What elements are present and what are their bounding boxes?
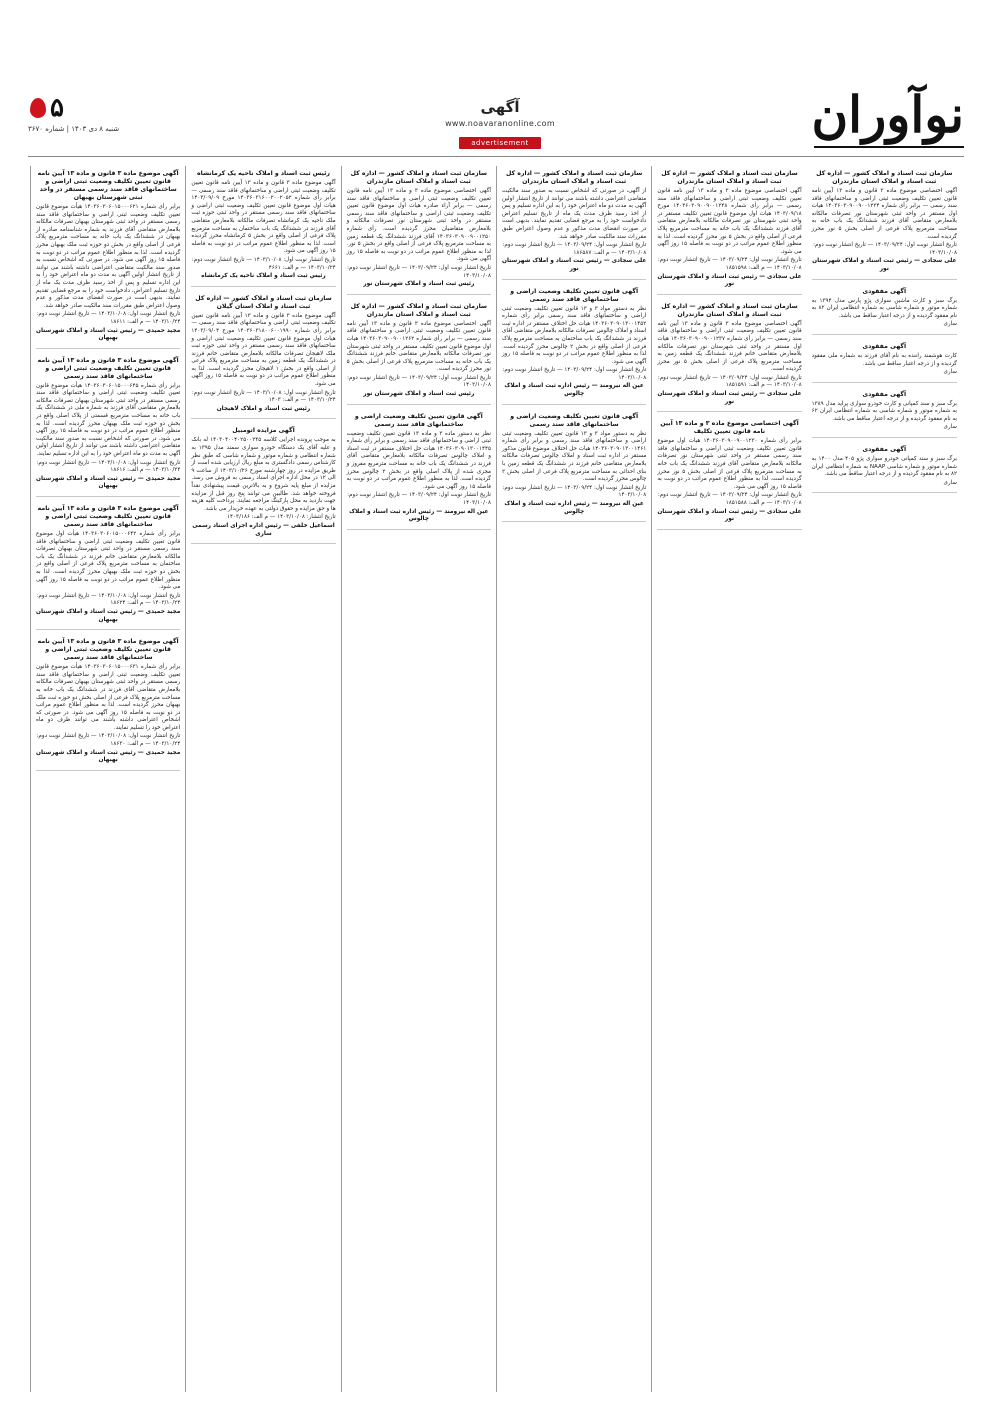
- ad-signature: رئیس ثبت اسناد و املاک ناحیه یک کرمانشاه: [201, 273, 326, 280]
- ad-publication-dates: تاریخ انتشار نوبت اول: ۱۴۰۳/۰۹/۲۴ — تاریخ انتشار نوبت دوم: ۱۴۰۳/۱۰/۰۸: [502, 367, 647, 381]
- ad-signature: علی سجادی — رئیس ثبت اسناد و املاک شهرستان نور: [657, 508, 802, 523]
- ad-publication-dates: تاریخ انتشار نوبت اول: ۱۴۰۳/۰۹/۲۴ — تاریخ انتشار نوبت دوم: ۱۴۰۳/۱۰/۰۸ — م الف: ۱۸۶۵۸۷: [502, 242, 647, 256]
- classified-ad: [347, 166, 491, 295]
- ad-signature: عین اله نیرومند — رئیس اداره ثبت اسناد و املاک چالوس: [504, 501, 644, 515]
- ad-title: سازمان ثبت اسناد و املاک کشور — اداره کل ثبت اسناد و املاک استان مازندران: [816, 170, 953, 185]
- ad-signature: علی سجادی — رئیس ثبت اسناد و املاک شهرستان نور: [657, 273, 802, 288]
- ad-column: [30, 166, 185, 1392]
- ad-signature: رئیس ثبت اسناد و املاک شهرستان نور: [363, 281, 475, 288]
- classified-ad: [36, 166, 180, 349]
- classified-ad: [36, 353, 180, 497]
- ad-body: آگهی موضوع ماده ۳ قانون و ماده ۱۳ آیین نامه قانون تعیین تکلیف وضعیت ثبتی اراضی و ساختمانهای فاقد سند رسمی — برابر رأی شماره ۱۴۰۳۶۰۳۱۸۰۰۶۰۰۱۹۹۰ مورخ ۱۴۰۳/۰۹/۰۴ هیات اول موضوع قانون تعیین تکلیف وضعیت ثبتی اراضی و ساختمانهای فاقد سند رسمی مستقر در واحد ثبتی حوزه ثبت ملک لاهیجان تصرفات مالکانه بلامعارض متقاضی خانم فرزند در ششدانگ یک قطعه زمین به مساحت مترمربع پلاک فرعی از اصلی واقع در بخش ۱ لاهیجان محرز گردیده است. لذا به منظور اطلاع عموم مراتب در دو نوبت به فاصله ۱۵ روز آگهی می شود.: [191, 312, 336, 388]
- classified-ad: [812, 339, 957, 383]
- ad-body: آگهی اختصاصی موضوع ماده ۳ قانون و ماده ۱۳ آیین نامه قانون تعیین تکلیف وضعیت ثبتی اراضی و ساختمانهای فاقد سند رسمی — برابر رأی شماره ۱۴۰۳۶۰۳۰۹۰۰۹۰۰۱۲۶۲ هیات اول موضوع قانون تعیین تکلیف مستقر در واحد ثبتی شهرستان نور تصرفات مالکانه بلامعارض متقاضی خانم فرزند ششدانگ یک باب خانه به مساحت مترمربع پلاک فرعی از اصلی بخش ۵ نور محرز گردیده است.: [346, 320, 491, 373]
- ad-body: آگهی موضوع ماده ۳ قانون و ماده ۱۳ آیین نامه قانون تعیین تکلیف وضعیت ثبتی اراضی و ساختمانهای فاقد سند رسمی — برابر رأی شماره ۱۴۰۳۶۰۳۱۶۰۰۲۰۰۲۰۵۲ مورخ ۱۴۰۳/۰۹/۰۹ هیات اول موضوع قانون تعیین تکلیف وضعیت ثبتی اراضی و ساختمانهای فاقد سند رسمی مستقر در واحد ثبتی حوزه ثبت ملک ناحیه یک کرمانشاه تصرفات مالکانه بلامعارض متقاضی آقای فرزند در ششدانگ یک باب ساختمان به مساحت مترمربع پلاک فرعی از اصلی واقع در بخش ۵ کرمانشاه محرز گردیده است. لذا به منظور اطلاع عموم مراتب در دو نوبت به فاصله ۱۵ روز آگهی می شود.: [191, 180, 336, 255]
- ad-body: برابر رأی شماره ۱۴۰۳۶۰۳۰۹۰۰۹۰۰۱۲۳۰ هیات اول موضوع قانون تعیین تکلیف وضعیت ثبتی اراضی و ساختمانهای فاقد سند رسمی مستقر در واحد ثبتی شهرستان نور تصرفات مالکانه بلامعارض متقاضی آقای فرزند ششدانگ یک باب خانه به مساحت مترمربع پلاک فرعی از اصلی بخش ۵ نور محرز گردیده است. لذا به منظور اطلاع عموم مراتب در دو نوبت به فاصله ۱۵ روز آگهی می شود.: [657, 438, 802, 490]
- ad-signature: عین اله نیرومند — رئیس اداره ثبت اسناد و املاک چالوس: [349, 508, 489, 523]
- ad-publication-dates: تاریخ انتشار نوبت اول: ۱۴۰۳/۱۰/۰۸ — تاریخ انتشار نوبت دوم: ۱۴۰۳/۱۰/۲۴ — م الف: ۱۸۶۱۶: [36, 459, 181, 474]
- ad-signature: رئیس ثبت اسناد و املاک لاهیجان: [216, 405, 311, 412]
- ad-publication-dates: ساری: [943, 321, 957, 328]
- ad-signature: رئیس ثبت اسناد و املاک شهرستان نور: [363, 391, 475, 398]
- page-number: ۵: [50, 93, 64, 123]
- ad-signature: اسماعیل خلفی — رئیس اداره اجرای اسناد رسمی ساری: [192, 522, 335, 537]
- ad-title: سازمان ثبت اسناد و املاک کشور — اداره کل ثبت اسناد و املاک استان مازندران: [661, 302, 798, 318]
- ad-column: [807, 166, 962, 1392]
- ad-title: آگهی قانون تعیین تکلیف وضعیت اراضی و ساختمانهای فاقد سند رسمی: [510, 412, 639, 428]
- ad-body: نظر به دستور ماده ۳ و ماده ۱۳ قانون تعیین تکلیف وضعیت ثبتی اراضی و ساختمانهای فاقد سند رسمی و برابر رأی شماره ۱۴۰۳۶۰۳۰۹۰۱۳۰۰۱۴۴۵ هیات حل اختلاف مستقر در ثبت اسناد و املاک چالوس تصرفات مالکانه بلامعارض متقاضی آقای فرزند در ششدانگ یک باب خانه به مساحت مترمربع مفروز و مجزی شده از پلاک اصلی واقع در بخش ۲ چالوس محرز گردیده است. لذا به منظور اطلاع عموم مراتب در دو نوبت به فاصله ۱۵ روز آگهی می شود.: [346, 430, 491, 490]
- ad-body: برابر رأی شماره ۱۴۰۳۶۰۳۰۶۰۱۵۰۰۰۶۴۵ هیأت موضوع قانون تعیین تکلیف وضعیت ثبتی اراضی و ساختمانهای فاقد سند رسمی مستقر در واحد ثبتی شهرستان بهبهان تصرفات مالکانه بلامعارض متقاضی آقای فرزند به شماره ملی در ششدانگ یک باب خانه به مساحت مترمربع قسمتی از پلاک اصلی واقع در بخش دو حوزه ثبت ملک بهبهان محرز گردیده است. لذا به منظور اطلاع عموم مراتب در دو نوبت به فاصله ۱۵ روز آگهی می شود. در صورتی که اشخاص نسبت به صدور سند مالکیت متقاضی اعتراضی داشته باشند می توانند از تاریخ انتشار اولین آگهی به مدت دو ماه اعتراض خود را به این اداره تسلیم نمایند.: [36, 382, 181, 458]
- ad-title: سازمان ثبت اسناد و املاک کشور — اداره کل ثبت اسناد و املاک استان مازندران: [661, 170, 798, 185]
- classified-ad: [502, 284, 646, 405]
- ad-publication-dates: تاریخ انتشار نوبت اول: ۱۴۰۳/۰۹/۲۴ — تاریخ انتشار نوبت دوم: ۱۴۰۳/۱۰/۰۸ — م الف: ۱۸۵۱۵۸۸: [657, 492, 802, 506]
- ad-body: آگهی اختصاصی موضوع ماده ۳ و ماده ۱۳ آیین نامه قانون تعیین تکلیف وضعیت ثبتی اراضی و ساختمانهای فاقد سند رسمی — برابر رأی شماره ۱۴۰۳۶۰۳۰۹۰۰۹۰۰۱۲۴۸ مورخ ۱۴۰۳/۰۹/۱۸ هیات اول موضوع قانون تعیین تکلیف مستقر در واحد ثبتی شهرستان نور تصرفات مالکانه بلامعارض متقاضی آقای فرزند ششدانگ یک باب خانه به مساحت مترمربع پلاک فرعی از اصلی واقع در بخش ۵ نور محرز گردیده است. لذا به منظور اطلاع عموم مراتب در دو نوبت به فاصله ۱۵ روز آگهی می شود.: [657, 188, 802, 255]
- ad-column: [496, 166, 651, 1392]
- ad-title: آگهی مفقودی: [862, 390, 907, 398]
- ad-publication-dates: تاریخ انتشار نوبت اول: ۱۴۰۳/۰۹/۲۴ — تاریخ انتشار نوبت دوم: ۱۴۰۳/۱۰/۰۸: [347, 374, 491, 389]
- ad-title: آگهی قانون تعیین تکلیف وضعیت اراضی و ساختمانهای فاقد سند رسمی: [354, 412, 483, 428]
- ad-title: آگهی اختصاصی موضوع ماده ۳ و ماده ۱۳ آیین نامه قانون تعیین تکلیف: [660, 420, 799, 436]
- ad-publication-dates: تاریخ انتشار نوبت اول: ۱۴۰۳/۰۹/۲۴ — تاریخ انتشار نوبت دوم: ۱۴۰۳/۱۰/۰۸: [347, 264, 491, 279]
- section-ribbon: advertisement: [459, 137, 541, 149]
- header-divider: [28, 156, 964, 157]
- classified-ad: [502, 409, 646, 523]
- ad-column: [341, 166, 496, 1392]
- masthead-rule: [814, 146, 964, 148]
- classified-ad: [657, 299, 801, 413]
- ad-title: سازمان ثبت اسناد و املاک کشور — اداره کل ثبت اسناد و املاک استان مازندران: [350, 170, 488, 185]
- ad-body: نظر به دستور مواد ۳ و ۱۳ قانون تعیین تکلیف وضعیت ثبتی اراضی و ساختمانهای فاقد سند رسمی و برابر رأی شماره ۱۴۰۳۶۰۳۰۹۰۱۳۰۰۱۴۶۱ هیات حل اختلاف موضوع قانون مذکور مستقر در اداره ثبت اسناد و املاک چالوس تصرفات مالکانه بلامعارض متقاضی خانم فرزند در ششدانگ یک قطعه زمین با بنای احداثی به مساحت مترمربع پلاک فرعی از اصلی بخش ۲ چالوس محرز گردیده است.: [501, 430, 647, 483]
- ad-body: کارت هوشمند راننده به نام آقای فرزند به شماره ملی مفقود گردیده و از درجه اعتبار ساقط می باشد.: [811, 352, 957, 367]
- ad-publication-dates: تاریخ انتشار نوبت اول: ۱۴۰۳/۱۰/۰۸ — تاریخ انتشار نوبت دوم: ۱۴۰۳/۱۰/۲۴ — م الف: ۱۸۶۱۱: [36, 311, 181, 325]
- ad-title: آگهی مفقودی: [862, 287, 907, 295]
- classified-ad: [36, 634, 180, 771]
- classified-ad: [812, 387, 957, 438]
- classified-ad: [347, 409, 491, 530]
- ad-title: آگهی موضوع ماده ۳ قانون و ماده ۱۳ آیین نامه قانون تعیین تکلیف وضعیت ثبتی اراضی و ساختمانهای فاقد سند رسمی: [37, 356, 179, 380]
- site-url-link[interactable]: www.noavaranonline.com: [445, 119, 555, 128]
- ad-title: آگهی قانون تعیین تکلیف وضعیت اراضی و ساختمانهای فاقد سند رسمی: [510, 287, 639, 303]
- section-title: آگهی: [480, 98, 520, 116]
- classified-ad: [657, 416, 801, 530]
- ad-publication-dates: تاریخ انتشار نوبت اول: ۱۴۰۳/۰۹/۲۴ — تاریخ انتشار نوبت دوم: ۱۴۰۳/۱۰/۰۸: [813, 242, 957, 256]
- ad-body: برابر رأی شماره ۱۴۰۳۶۰۳۰۶۰۱۵۰۰۰۶۳۱ هیأت موضوع قانون تعیین تکلیف وضعیت ثبتی اراضی و ساختمانهای فاقد سند رسمی مستقر در واحد ثبتی شهرستان بهبهان تصرفات مالکانه بلامعارض متقاضی آقای فرزند در ششدانگ یک باب خانه به مساحت مترمربع پلاک فرعی از اصلی بخش دو حوزه ثبت ملک بهبهان محرز گردیده است. لذا به منظور اطلاع عموم مراتب در دو نوبت به فاصله ۱۵ روز آگهی می شود. در صورتی که اشخاص اعتراضی داشته باشند می توانند ظرف دو ماه اعتراض خود را تسلیم نمایند.: [36, 664, 181, 731]
- ad-body: به موجب پرونده اجرایی کلاسه ۱۴۰۳۰۴۰۰۴۰۲۵۰۰۲۴۵ له بانک و علیه آقای یک دستگاه خودرو سواری سمند مدل ۱۳۹۵ به شماره انتظامی و شماره موتور و شماره شاسی که طبق نظر کارشناس رسمی دادگستری به مبلغ ریال ارزیابی شده است از طریق مزایده در روز چهارشنبه مورخ ۱۴۰۳/۱۰/۲۶ از ساعت ۹ الی ۱۲ در محل اداره اجرای اسناد رسمی به فروش می رسد. مزایده از مبلغ پایه شروع و به بالاترین قیمت پیشنهادی نقداً فروخته خواهد شد. طالبین می توانند پنج روز قبل از مزایده جهت بازدید به محل پارکینگ مراجعه نمایند. پرداخت کلیه هزینه ها و حق مزایده و حقوق دولتی به عهده خریدار می باشد.: [191, 437, 336, 512]
- classified-ad: [191, 423, 335, 544]
- ad-signature: مجید حمیدی — رئیس ثبت اسناد و املاک شهرستان بهبهان: [36, 327, 181, 342]
- ad-publication-dates: تاریخ انتشار نوبت اول: ۱۴۰۳/۰۹/۲۴ — تاریخ انتشار نوبت دوم: ۱۴۰۳/۱۰/۰۸: [347, 492, 491, 506]
- ad-publication-dates: تاریخ انتشار نوبت اول: ۱۴۰۳/۱۰/۰۸ — تاریخ انتشار نوبت دوم: ۱۴۰۳/۱۰/۲۴ — م الف: ۴۶۶۱: [191, 256, 336, 271]
- ad-publication-dates: تاریخ انتشار نوبت اول: ۱۴۰۳/۰۹/۲۴ — تاریخ انتشار نوبت دوم: ۱۴۰۳/۱۰/۰۸ — م الف: ۱۸۵۱۵۹۱: [657, 374, 802, 389]
- classified-ad: [191, 166, 335, 287]
- classified-ad: [657, 166, 801, 295]
- classified-ad: [812, 284, 957, 335]
- ad-signature: علی سجادی — رئیس ثبت اسناد و املاک شهرستان نور: [657, 391, 802, 405]
- ad-body: نظر به دستور مواد ۳ و ۱۳ قانون تعیین تکلیف وضعیت ثبتی اراضی و ساختمانهای فاقد سند رسمی برابر رأی شماره ۱۴۰۳۶۰۳۰۹۰۱۳۰۰۱۴۵۲ هیات حل اختلاف مستقر در اداره ثبت اسناد و املاک چالوس تصرفات مالکانه بلامعارض متقاضی آقای فرزند در ششدانگ یک باب ساختمان به مساحت مترمربع پلاک فرعی از اصلی واقع در بخش ۲ چالوس محرز گردیده است. لذا به منظور اطلاع عموم مراتب در دو نوبت به فاصله ۱۵ روز آگهی می شود.: [501, 305, 647, 365]
- ad-publication-dates: ساری: [943, 479, 957, 486]
- ad-signature: علی سجادی — رئیس ثبت اسناد و املاک شهرستان نور: [502, 258, 647, 272]
- ad-publication-dates: تاریخ انتشار نوبت اول: ۱۴۰۳/۱۰/۰۸ — تاریخ انتشار نوبت دوم: ۱۴۰۳/۱۰/۲۴ — م الف: ۱۴۰۳: [191, 389, 336, 404]
- ad-title: آگهی مفقودی: [862, 342, 907, 350]
- ad-publication-dates: تاریخ انتشار نوبت اول: ۱۴۰۳/۰۹/۲۴ — تاریخ انتشار نوبت دوم: ۱۴۰۳/۱۰/۰۸ — م الف: ۱۸۵۱۵۹۸: [657, 257, 802, 271]
- drop-icon: [30, 98, 46, 118]
- ad-title: سازمان ثبت اسناد و املاک کشور — اداره کل ثبت اسناد و املاک استان مازندران: [505, 170, 643, 185]
- ad-publication-dates: تاریخ انتشار نوبت اول: ۱۴۰۳/۱۰/۰۸ — تاریخ انتشار نوبت دوم: ۱۴۰۳/۱۰/۲۴ — م الف: ۱۸۶۳۰: [36, 733, 181, 748]
- ad-publication-dates: ساری: [943, 369, 957, 376]
- ad-title: سازمان ثبت اسناد و املاک کشور — اداره کل ثبت اسناد و املاک استان گیلان: [195, 294, 332, 310]
- ad-body: برابر رأی شماره ۱۴۰۳۶۰۳۰۶۰۱۵۰۰۰۶۴۲ هیأت اول موضوع قانون تعیین تکلیف وضعیت ثبتی اراضی و ساختمانهای فاقد سند رسمی مستقر در واحد ثبتی شهرستان بهبهان تصرفات مالکانه بلامعارض متقاضی خانم فرزند در ششدانگ یک باب ساختمان به مساحت مترمربع پلاک فرعی از اصلی واقع در بخش دو حوزه ثبت ملک بهبهان محرز گردیده است. لذا به منظور اطلاع عموم مراتب در دو نوبت به فاصله ۱۵ روز آگهی می شود.: [36, 531, 181, 591]
- ad-signature: علی سجادی — رئیس ثبت اسناد و املاک شهرستان نور: [812, 258, 957, 272]
- ad-body: از آگهی، در صورتی که اشخاص نسبت به صدور سند مالکیت متقاضی اعتراضی داشته باشند می توانند از تاریخ انتشار اولین آگهی به مدت دو ماه اعتراض خود را به این اداره تسلیم و پس از اخذ رسید ظرف مدت یک ماه از تاریخ تسلیم اعتراض دادخواست خود را به مرجع قضایی تقدیم نمایند. بدیهی است در صورت انقضای مدت مذکور و عدم وصول اعتراض طبق مقررات سند مالکیت صادر خواهد شد.: [501, 188, 647, 240]
- ad-column: [651, 166, 806, 1392]
- ad-signature: مجید حمیدی — رئیس ثبت اسناد و املاک شهرستان بهبهان: [36, 475, 181, 490]
- ad-body: آگهی اختصاصی موضوع ماده ۳ و ماده ۱۳ آیین نامه قانون تعیین تکلیف وضعیت ثبتی اراضی و ساختمانهای فاقد سند رسمی — برابر آراء صادره هیات اول موضوع قانون تعیین تکلیف وضعیت ثبتی اراضی و ساختمانهای فاقد سند رسمی مستقر در واحد ثبتی شهرستان نور تصرفات مالکانه و بلامعارض متقاضیان محرز گردیده است. رأی شماره ۱۴۰۳۶۰۳۰۹۰۰۹۰۰۱۲۵۰ آقای فرزند ششدانگ یک قطعه زمین به مساحت مترمربع پلاک فرعی از اصلی واقع در بخش ۵ نور. لذا به منظور اطلاع عموم مراتب در دو نوبت به فاصله ۱۵ روز آگهی می شود.: [346, 188, 491, 263]
- classified-ad: [502, 166, 646, 280]
- ad-body: برابر رأی شماره ۱۴۰۳۶۰۳۰۶۰۱۵۰۰۰۶۲۱ هیأت موضوع قانون تعیین تکلیف وضعیت ثبتی اراضی و ساختمانهای فاقد سند رسمی مستقر در واحد ثبتی شهرستان بهبهان تصرفات مالکانه بلامعارض متقاضی آقای فرزند به شماره شناسنامه صادره از بهبهان در ششدانگ یک باب خانه به مساحت مترمربع پلاک فرعی از اصلی واقع در بخش دو حوزه ثبت ملک بهبهان محرز گردیده است. لذا به منظور اطلاع عموم مراتب در دو نوبت به فاصله ۱۵ روز آگهی می شود. در صورتی که اشخاص نسبت به صدور سند مالکیت متقاضی اعتراضی داشته باشند می توانند از تاریخ انتشار اولین آگهی به مدت دو ماه اعتراض خود را به این اداره تسلیم و پس از اخذ رسید ظرف مدت یک ماه از تاریخ تسلیم اعتراض، دادخواست خود را به مرجع قضایی تقدیم نمایند. بدیهی است در صورت انقضای مدت مذکور و عدم وصول اعتراض طبق مقررات سند مالکیت صادر خواهد شد.: [36, 204, 181, 309]
- ad-publication-dates: تاریخ انتشار نوبت اول: ۱۴۰۳/۱۰/۰۸ — تاریخ انتشار نوبت دوم: ۱۴۰۳/۱۰/۲۴ — م الف: ۱۸۶۲۴: [36, 592, 181, 607]
- ad-body: آگهی اختصاصی موضوع ماده ۳ قانون و ماده ۱۳ آیین نامه قانون تعیین تکلیف وضعیت ثبتی اراضی و ساختمانهای فاقد سند رسمی — برابر رأی شماره ۱۴۰۳۶۰۳۰۹۰۰۹۰۰۱۲۲۴ هیات اول مستقر در واحد ثبتی شهرستان نور تصرفات مالکانه بلامعارض متقاضی آقای فرزند ششدانگ یک باب خانه به مساحت مترمربع پلاک فرعی از اصلی بخش ۵ نور محرز گردیده است.: [811, 188, 957, 240]
- ad-body: آگهی اختصاصی موضوع ماده ۳ قانون و ماده ۱۳ آیین نامه قانون تعیین تکلیف وضعیت ثبتی اراضی و ساختمانهای فاقد سند رسمی — برابر رأی شماره ۱۴۰۳۶۰۳۰۹۰۰۹۰۰۱۲۳۷ هیات اول مستقر در واحد ثبتی شهرستان نور تصرفات مالکانه بلامعارض متقاضی خانم فرزند ششدانگ یک قطعه زمین به مساحت مترمربع پلاک فرعی از اصلی بخش ۵ نور محرز گردیده است.: [657, 320, 802, 373]
- classified-ad: [36, 501, 180, 630]
- ad-signature: مجید حمیدی — رئیس ثبت اسناد و املاک شهرستان بهبهان: [36, 608, 181, 623]
- ad-title: آگهی مفقودی: [862, 446, 907, 454]
- ad-signature: مجید حمیدی — رئیس ثبت اسناد و املاک شهرستان بهبهان: [36, 749, 181, 764]
- ad-title: سازمان ثبت اسناد و املاک کشور — اداره کل ثبت اسناد و املاک استان مازندران: [350, 302, 488, 318]
- ad-column: [185, 166, 340, 1392]
- section-header: [390, 96, 610, 152]
- classified-ad: [812, 442, 957, 493]
- ad-title: رئیس ثبت اسناد و املاک ناحیه یک کرمانشاه: [197, 170, 330, 177]
- ad-columns: [30, 166, 962, 1392]
- classified-ad: [191, 291, 335, 420]
- ad-title: آگهی مزایده اتومبیل: [232, 427, 295, 435]
- ad-body: برگ سبز و سند کمپانی و کارت خودرو سواری پراید مدل ۱۳۸۹ به شماره موتور و شماره شاسی به شماره انتظامی ایران ۶۲ به نام مفقود گردیده و از درجه اعتبار ساقط می باشد.: [811, 400, 957, 422]
- issue-line: شنبه ۸ دی ۱۴۰۳ | شماره ۳۶۷۰: [28, 125, 120, 133]
- classified-ad: [347, 299, 491, 405]
- masthead-logo[interactable]: نوآوران: [811, 85, 964, 144]
- ad-publication-dates: تاریخ انتشار: ۱۴۰۳/۱۰/۰۸ — م الف: ۱۴۰۳/۱۸۶: [227, 514, 336, 521]
- ad-title: آگهی موضوع ماده ۳ قانون و ماده ۱۳ آیین نامه قانون تعیین تکلیف وضعیت ثبتی اراضی و ساختمانهای فاقد سند رسمی: [37, 505, 179, 528]
- ad-publication-dates: ساری: [943, 424, 957, 431]
- ad-title: آگهی موضوع ماده ۳ قانون و ماده ۱۳ آیین نامه قانون تعیین تکلیف وضعیت ثبتی اراضی و ساختمانهای فاقد سند رسمی مستقر در واحد ثبتی شهرستان بهبهان: [37, 170, 179, 201]
- ad-title: آگهی موضوع ماده ۳ قانون و ماده ۱۳ آیین نامه قانون تعیین تکلیف وضعیت ثبتی اراضی و ساختمانهای فاقد سند رسمی: [37, 638, 179, 662]
- ad-body: برگ سبز و سند کمپانی خودرو سواری پژو ۴۰۵ مدل ۱۴۰۰ به شماره موتور و شماره شاسی NAAP به شماره انتظامی ایران ۸۲ به نام مفقود گردیده و از درجه اعتبار ساقط می باشد.: [811, 456, 957, 478]
- classified-ad: [812, 166, 957, 280]
- ad-body: برگ سبز و کارت ماشین سواری پژو پارس مدل ۱۳۹۴ به شماره موتور و شماره شاسی به شماره انتظامی ایران ۸۲ به نام مفقود گردیده و از درجه اعتبار ساقط می باشد.: [811, 297, 957, 319]
- ad-signature: عین اله نیرومند — رئیس اداره ثبت اسناد و املاک چالوس: [504, 383, 644, 398]
- ad-publication-dates: تاریخ انتشار نوبت اول: ۱۴۰۳/۰۹/۲۴ — تاریخ انتشار نوبت دوم: ۱۴۰۳/۱۰/۰۸: [502, 484, 647, 499]
